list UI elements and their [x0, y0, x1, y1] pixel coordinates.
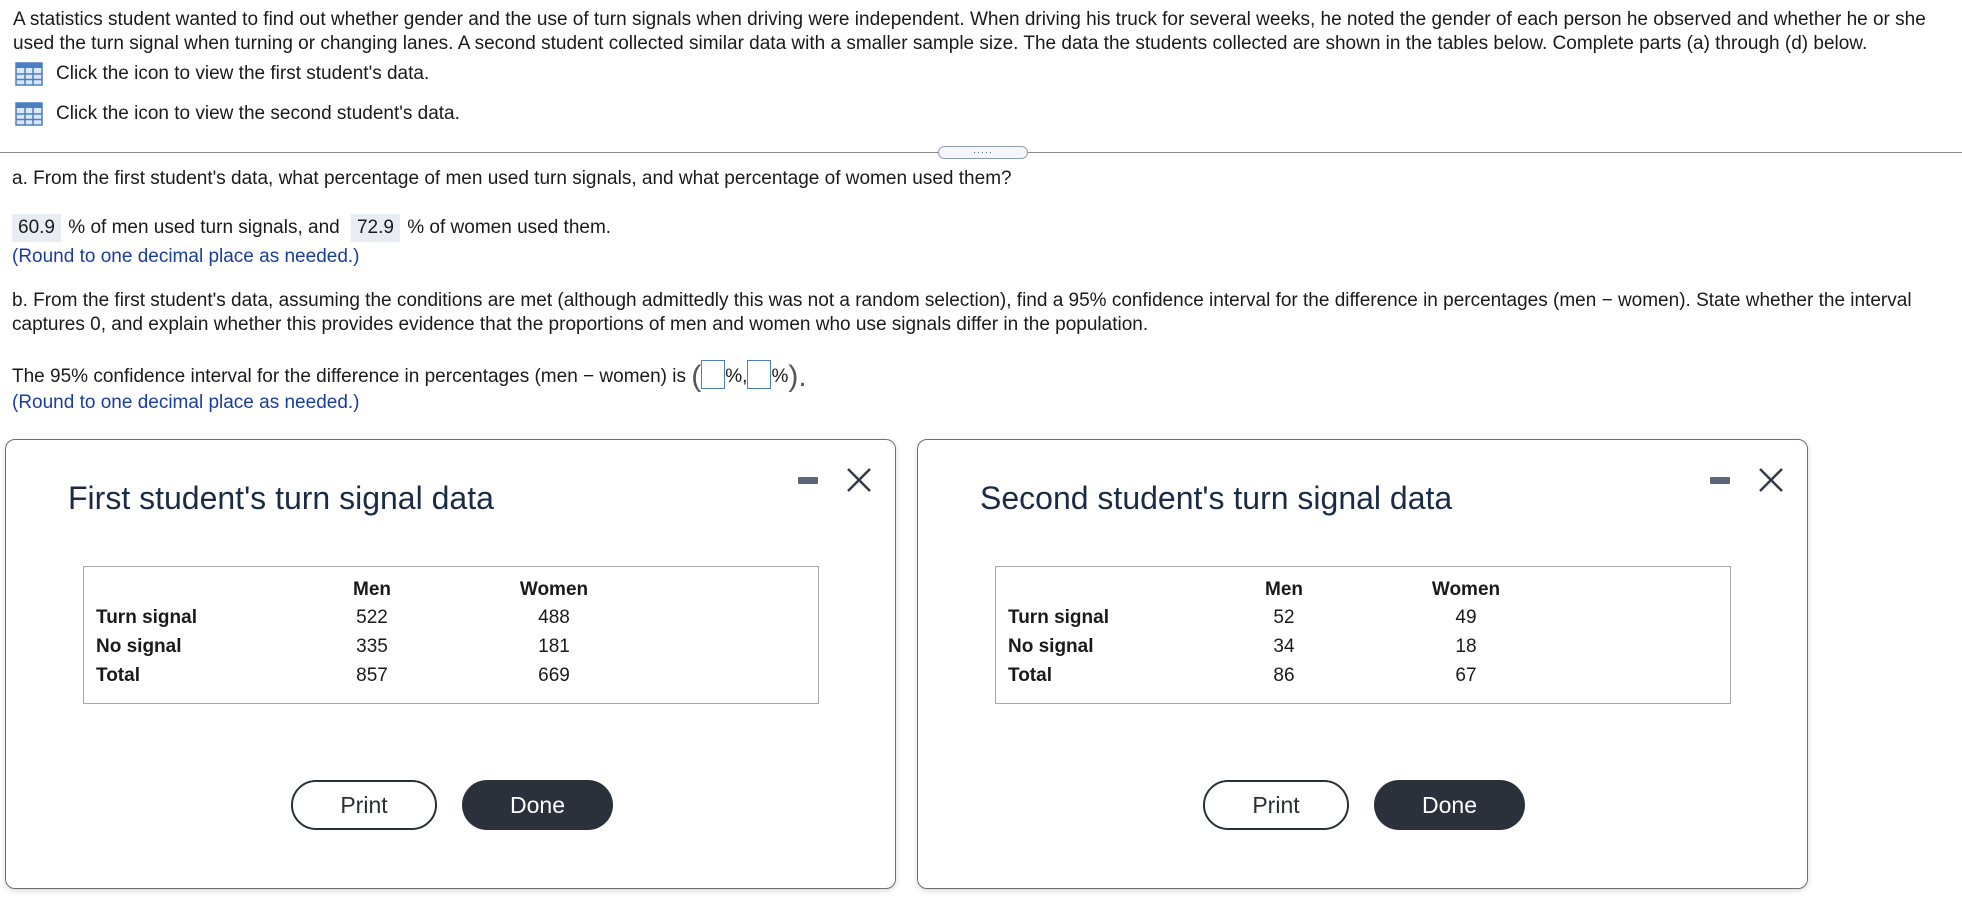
minimize-icon[interactable] — [1710, 477, 1730, 484]
table-row — [996, 607, 1730, 633]
part-a-answer — [12, 214, 611, 242]
row-label: No signal — [1008, 636, 1094, 657]
column-header-men: Men — [353, 579, 391, 600]
open-paren: ( — [691, 360, 702, 393]
part-b-question: b. From the first student's data, assuming the conditions are met (although admittedly this was not a random selection), find a 95% confidence interval for the difference in percentages (men − women). State whether the interval captures 0, and explain whether this provides evidence that the proportions of men and women who use signals differ in the population. — [12, 290, 1912, 335]
cell-women: 49 — [1455, 607, 1477, 628]
close-icon[interactable] — [845, 466, 873, 494]
cell-women: 488 — [538, 607, 570, 628]
part-a-hint: (Round to one decimal place as needed.) — [12, 246, 360, 267]
intro-text: A statistics student wanted to find out whether gender and the use of turn signals when driving were independent. When driving his truck for several weeks, he noted the gender of each person he observed and whether he or she used the turn signal when turning or changing lanes. A second student collected similar data with a smaller sample size. The data the students collected are shown in the tables below. Complete parts (a) through (d) below. — [13, 9, 1926, 54]
cell-men: 86 — [1273, 665, 1295, 686]
cell-women: 181 — [538, 636, 570, 657]
table-row — [996, 665, 1730, 691]
dialog-title: Second student's turn signal data — [980, 480, 1453, 516]
column-header-women: Women — [519, 579, 589, 600]
pct-sign: % — [771, 366, 789, 387]
column-header-men: Men — [1265, 579, 1303, 600]
table-header — [996, 579, 1730, 605]
close-paren: ). — [788, 360, 807, 393]
part-b-answer — [12, 360, 807, 393]
cell-men: 522 — [356, 607, 388, 628]
divider-drag-handle[interactable]: ····· — [938, 146, 1028, 159]
second-data-dialog — [917, 439, 1808, 889]
table-row — [84, 636, 818, 662]
table-row — [996, 636, 1730, 662]
close-icon[interactable] — [1757, 466, 1785, 494]
done-button[interactable]: Done — [1374, 780, 1525, 830]
dialog-title: First student's turn signal data — [68, 480, 494, 516]
cell-men: 857 — [356, 665, 388, 686]
row-label: No signal — [96, 636, 182, 657]
first-data-link[interactable] — [15, 62, 429, 86]
table-header — [84, 579, 818, 605]
cell-men: 34 — [1273, 636, 1295, 657]
row-label: Total — [1008, 665, 1052, 686]
print-button[interactable]: Print — [1203, 780, 1349, 830]
part-a-text-2: % of women used them. — [407, 217, 612, 238]
cell-men: 335 — [356, 636, 388, 657]
table-row — [84, 607, 818, 633]
cell-women: 669 — [538, 665, 570, 686]
minimize-icon[interactable] — [798, 477, 818, 484]
data-table — [83, 566, 819, 704]
second-data-link[interactable] — [15, 102, 460, 126]
ci-lower-input[interactable] — [701, 360, 725, 389]
part-b-hint: (Round to one decimal place as needed.) — [12, 392, 360, 413]
part-a-text-1: % of men used turn signals, and — [68, 217, 340, 238]
data-table — [995, 566, 1731, 704]
table-icon[interactable] — [15, 62, 43, 86]
table-icon[interactable] — [15, 102, 43, 126]
row-label: Total — [96, 665, 140, 686]
part-b-prefix: The 95% confidence interval for the difference in percentages (men − women) is — [12, 366, 686, 387]
women-percent-answer[interactable]: 72.9 — [351, 214, 400, 242]
print-button[interactable]: Print — [291, 780, 437, 830]
cell-women: 18 — [1455, 636, 1477, 657]
row-label: Turn signal — [1008, 607, 1109, 628]
cell-women: 67 — [1455, 665, 1477, 686]
second-data-link-label[interactable]: Click the icon to view the second student's data. — [56, 103, 460, 124]
pct-comma: %, — [725, 366, 748, 387]
cell-men: 52 — [1273, 607, 1295, 628]
row-label: Turn signal — [96, 607, 197, 628]
table-row — [84, 665, 818, 691]
column-header-women: Women — [1431, 579, 1501, 600]
first-data-link-label[interactable]: Click the icon to view the first student's data. — [56, 63, 430, 84]
ci-upper-input[interactable] — [747, 360, 771, 389]
part-a-question: a. From the first student's data, what percentage of men used turn signals, and what percentage of women used them? — [12, 168, 1012, 189]
first-data-dialog — [5, 439, 896, 889]
men-percent-answer[interactable]: 60.9 — [12, 214, 61, 242]
done-button[interactable]: Done — [462, 780, 613, 830]
